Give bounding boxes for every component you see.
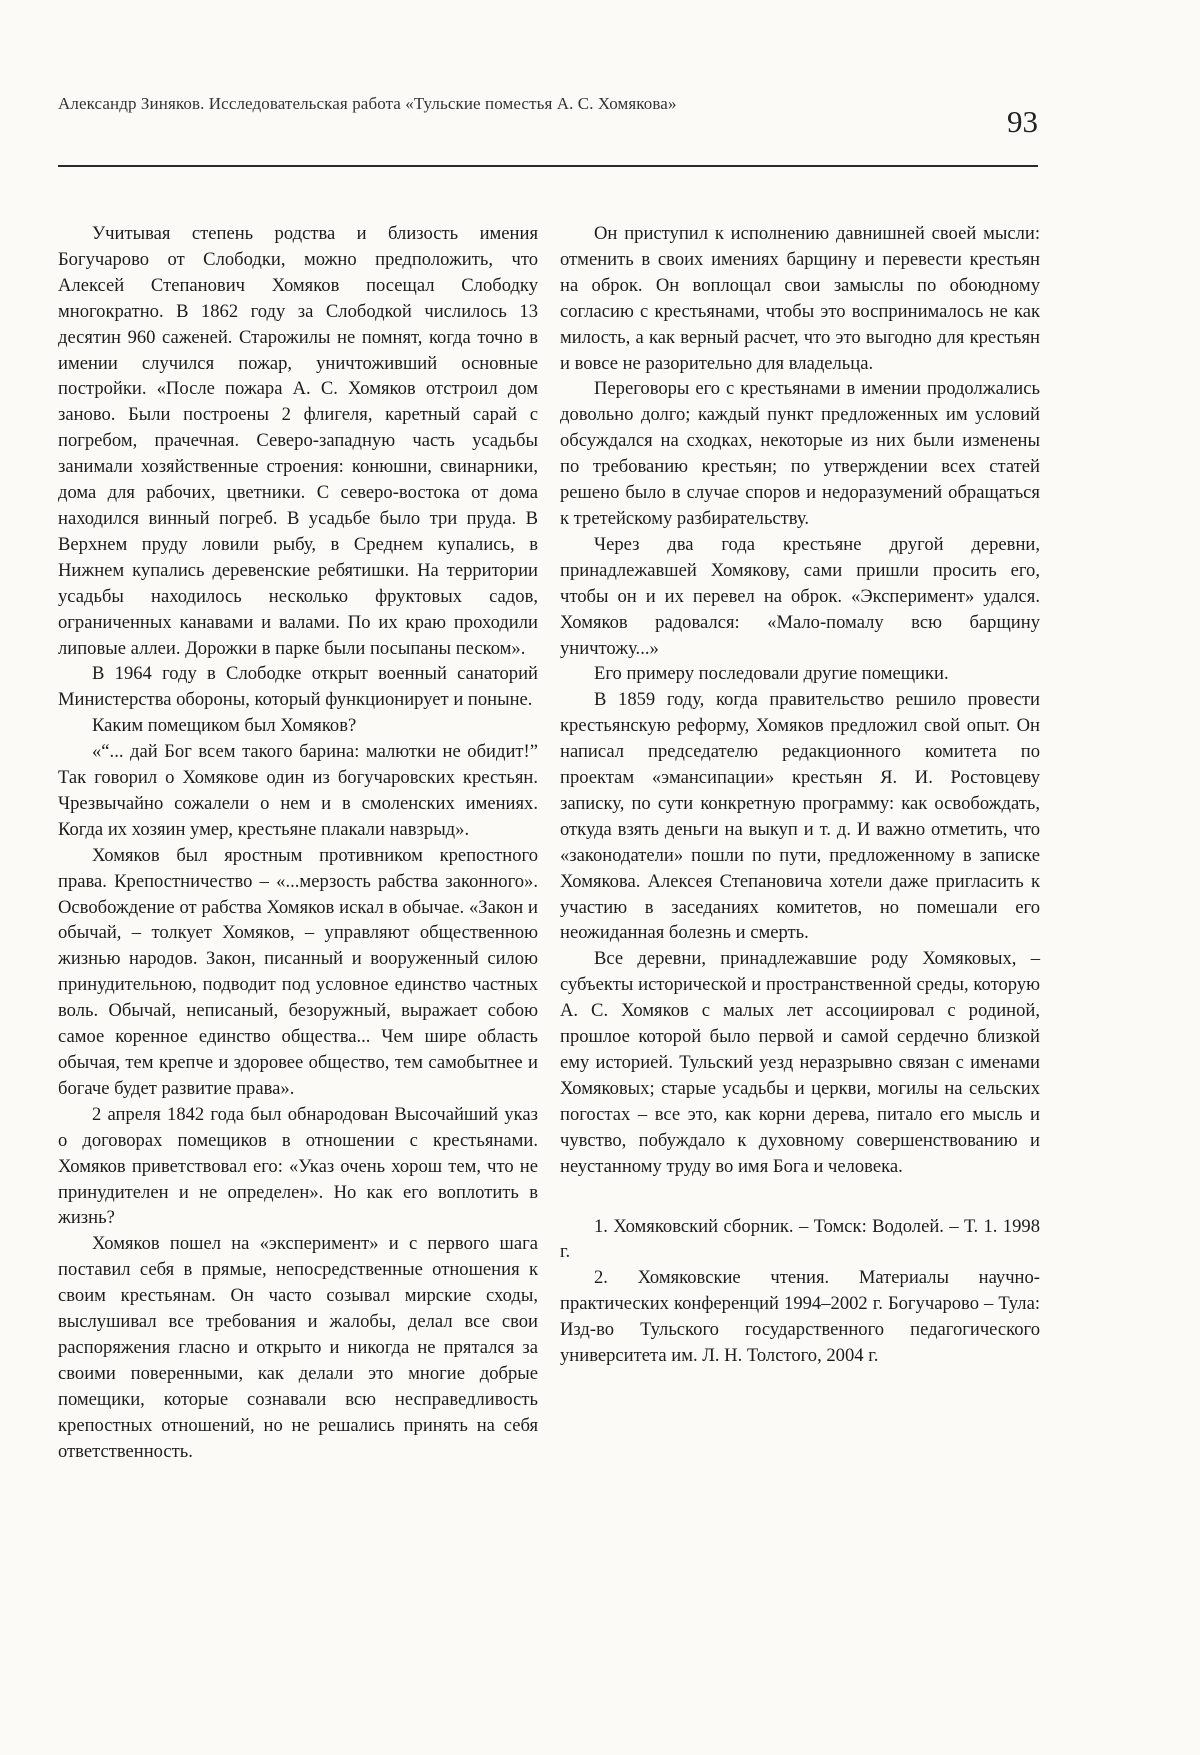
paragraph: Все деревни, принадлежавшие роду Хомяковых, – субъекты исторической и пространственной среды, которую А. С. Хомяков с малых лет ассоциировал с родиной, прошлое которой было первой и самой сердечно близкой ему историей. Тульский уезд неразрывно связан с именами Хомяковых; старые усадьбы и церкви, могилы на сельских погостах – все это, как корни дерева, питало его мысль и чувство, побуждало к духовному совершенствованию и неустанному труду во имя Бога и человека. <box>560 948 1040 1177</box>
paragraph: Переговоры его с крестьянами в имении продолжались довольно долго; каждый пункт предложенных им условий обсуждался на сходках, некоторые из них были изменены по требованию крестьян; по утверждении всех статей решено было в случае споров и недоразумений обращаться к третейскому разбирательству. <box>560 378 1040 529</box>
paragraph: В 1964 году в Слободке открыт военный санаторий Министерства обороны, который функционирует и поныне. <box>58 663 538 711</box>
paragraph: «“... дай Бог всем такого барина: малютки не обидит!” Так говорил о Хомякове один из богучаровских крестьян. Чрезвычайно сожалели о нем и в смоленских имениях. Когда их хозяин умер, крестьяне плакали навзрыд». <box>58 741 538 840</box>
left-column <box>58 221 538 1465</box>
header-divider <box>58 165 1038 167</box>
paragraph: Его примеру последовали другие помещики. <box>594 663 949 685</box>
paragraph: Через два года крестьяне другой деревни, принадлежавшей Хомякову, сами пришли просить его, чтобы он и их перевел на оброк. «Эксперимент» удался. Хомяков радовался: «Мало-помалу всю барщину уничтожу...» <box>560 533 1040 659</box>
paragraph: Хомяков пошел на «эксперимент» и с первого шага поставил себя в прямые, непосредственные отношения к своим крестьянам. Он часто созывал мирские сходы, выслушивал все требования и жалобы, делал все свои распоряжения гласно и открыто и никогда не прятался за своими поверенными, как делали это многие добрые помещики, которые сознавали всю несправедливость крепостных отношений, но не решались принять на себя ответственность. <box>58 1233 538 1462</box>
page-number: 93 <box>1007 104 1038 139</box>
reference-item: 2. Хомяковские чтения. Материалы научно-практических конференций 1994–2002 г. Богучарово – Тула: Изд-во Тульского государственного педагогического университета им. Л. Н. Толстого, 2004 г. <box>560 1267 1040 1367</box>
references-list <box>560 1214 1040 1369</box>
right-column <box>560 221 1040 1369</box>
paragraph: 2 апреля 1842 года был обнародован Высочайший указ о договорах помещиков в отношении с крестьянами. Хомяков приветствовал его: «Указ очень хорош тем, что не принудителен и не определен». Но как его воплотить в жизнь? <box>58 1103 538 1229</box>
paragraph: Каким помещиком был Хомяков? <box>92 715 357 737</box>
reference-item: 1. Хомяковский сборник. – Томск: Водолей. – Т. 1. 1998 г. <box>560 1215 1040 1263</box>
paragraph: В 1859 году, когда правительство решило провести крестьянскую реформу, Хомяков предложил свой опыт. Он написал председателю редакционного комитета по проектам «эмансипации» крестьян Я. И. Ростовцеву записку, по сути конкретную программу: как освобождать, откуда взять деньги на выкуп и т. д. И важно отметить, что «законодатели» пошли по пути, предложенному в записке Хомякова. Алексея Степановича хотели даже пригласить к участию в заседаниях комитетов, но помешали его неожиданная болезнь и смерть. <box>560 689 1040 944</box>
paragraph: Он приступил к исполнению давнишней своей мысли: отменить в своих имениях барщину и перевести крестьян на оброк. Он воплощал свои замыслы по обоюдному согласию с крестьянами, чтобы это воспринималось не как милость, а как верный расчет, что это выгодно для крестьян и вовсе не разорительно для владельца. <box>560 223 1040 374</box>
paragraph: Хомяков был яростным противником крепостного права. Крепостничество – «...мерзость рабства законного». Освобождение от рабства Хомяков искал в обычае. «Закон и обычай, – толкует Хомяков, – управляют общественною жизнью народов. Закон, писанный и вооруженный силою принудительною, подводит под условное единство частных воль. Обычай, неписаный, безоружный, выражает собою самое коренное единство общества... Чем шире область обычая, тем крепче и здоровее общество, тем самобытнее и богаче будет развитие права». <box>58 844 538 1099</box>
running-title: Александр Зиняков. Исследовательская работа «Тульские поместья А. С. Хомякова» <box>58 94 677 113</box>
paragraph: Учитывая степень родства и близость имения Богучарово от Слободки, можно предположить, что Алексей Степанович Хомяков посещал Слободку многократно. В 1862 году за Слободкой числилось 13 десятин 960 саженей. Старожилы не помнят, когда точно в имении случился пожар, уничтоживший основные постройки. «После пожара А. С. Хомяков отстроил дом заново. Были построены 2 флигеля, каретный сарай с погребом, прачечная. Северо-западную часть усадьбы занимали хозяйственные строения: конюшни, свинарники, дома для рабочих, цветники. С северо-востока от дома находился винный погреб. В усадьбе было три пруда. В Верхнем пруду ловили рыбу, в Среднем купались, в Нижнем купались деревенские ребятишки. На территории усадьбы находилось несколько фруктовых садов, ограниченных канавами и валами. По их краю проходили липовые аллеи. Дорожки в парке были посыпаны песком». <box>58 223 538 659</box>
